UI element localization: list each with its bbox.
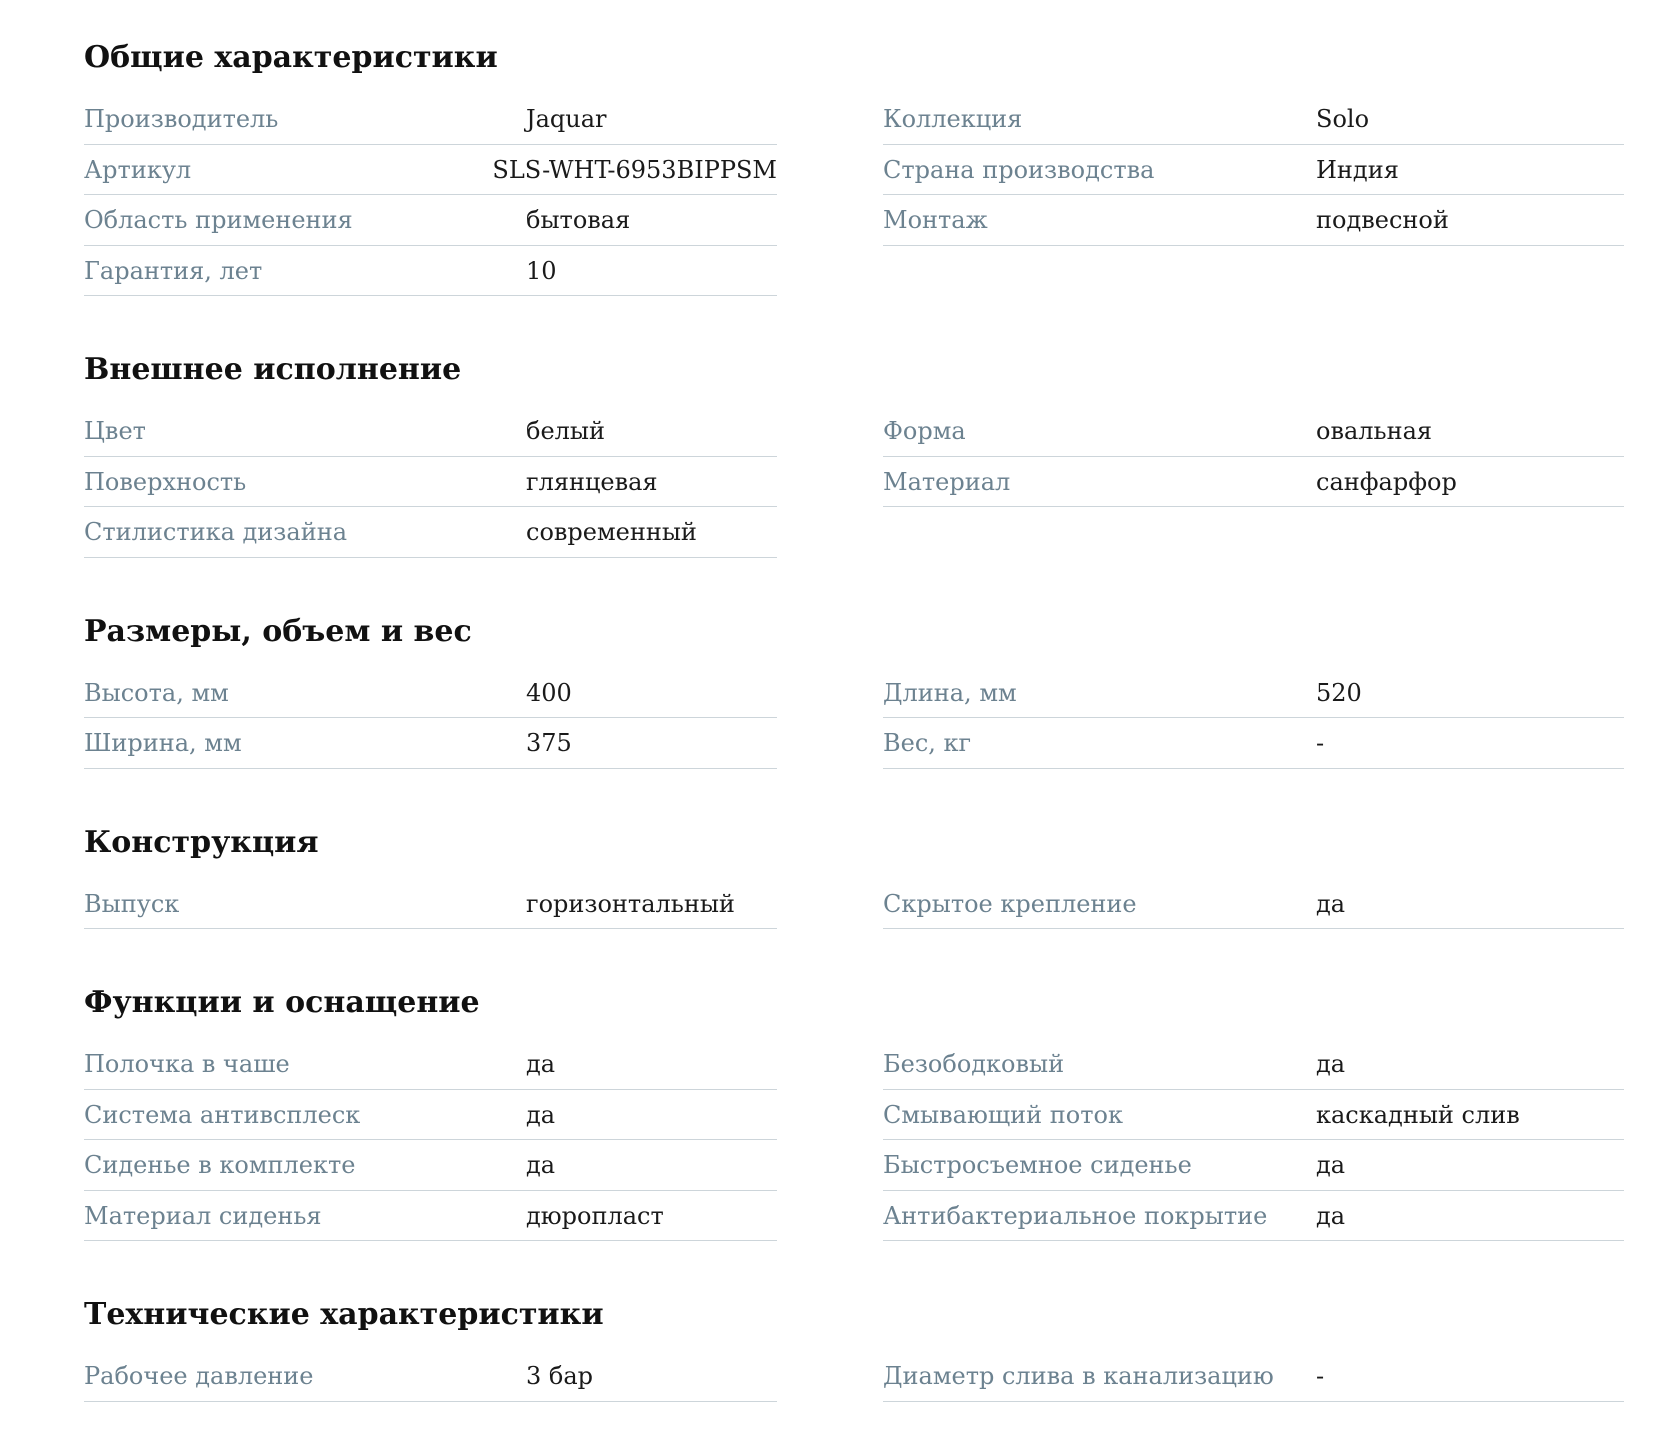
- spec-columns: [84, 668, 1624, 769]
- spec-label: Поверхность: [84, 467, 247, 496]
- spec-section: [84, 975, 1624, 1287]
- spec-row: [84, 1140, 777, 1191]
- spec-value: 10: [526, 256, 557, 285]
- spec-value: 375: [526, 729, 572, 758]
- spec-columns: [84, 879, 1624, 930]
- spec-row: [883, 195, 1624, 246]
- spec-column-right: [883, 406, 1624, 507]
- spec-row: [84, 457, 777, 508]
- spec-label: Коллекция: [883, 105, 1023, 134]
- spec-value: Jaquar: [526, 105, 607, 134]
- spec-row: [883, 1140, 1624, 1191]
- spec-label: Материал: [883, 467, 1011, 496]
- section-spacer: [84, 769, 1624, 815]
- spec-column-right: [883, 1351, 1624, 1402]
- spec-label: Безободковый: [883, 1050, 1065, 1079]
- spec-value: да: [1316, 1201, 1346, 1230]
- spec-row: [84, 1039, 777, 1090]
- spec-label: Область применения: [84, 206, 353, 235]
- section-title: Функции и оснащение: [84, 985, 480, 1020]
- specifications-panel: [84, 30, 1624, 1402]
- spec-value: современный: [526, 518, 697, 547]
- section-title: Размеры, объем и вес: [84, 613, 472, 649]
- spec-label: Выпуск: [84, 889, 180, 918]
- spec-value: -: [1316, 1362, 1325, 1391]
- spec-row: [84, 94, 777, 145]
- spec-row: [883, 1191, 1624, 1242]
- section-spacer: [84, 558, 1624, 604]
- spec-value: бытовая: [526, 206, 631, 235]
- spec-value: да: [526, 1151, 556, 1180]
- spec-columns: [84, 94, 1624, 296]
- spec-row: [883, 406, 1624, 457]
- spec-value: 3 бар: [526, 1362, 594, 1391]
- spec-section: [84, 342, 1624, 604]
- spec-value: да: [526, 1100, 556, 1129]
- spec-row: [883, 879, 1624, 930]
- spec-label: Артикул: [84, 155, 192, 184]
- spec-label: Быстросъемное сиденье: [883, 1151, 1192, 1180]
- spec-value: санфарфор: [1316, 467, 1457, 496]
- spec-value: 400: [526, 678, 572, 707]
- spec-label: Гарантия, лет: [84, 256, 263, 285]
- spec-row: [883, 145, 1624, 196]
- spec-column-left: [84, 1039, 777, 1241]
- spec-label: Антибактериальное покрытие: [883, 1201, 1268, 1230]
- spec-value: -: [1316, 729, 1325, 758]
- spec-column-left: [84, 668, 777, 769]
- spec-section: [84, 1287, 1624, 1402]
- spec-value: каскадный слив: [1316, 1100, 1520, 1129]
- spec-label: Рабочее давление: [84, 1362, 314, 1391]
- spec-label: Страна производства: [883, 155, 1155, 184]
- section-title: Внешнее исполнение: [84, 352, 462, 387]
- spec-row: [84, 145, 777, 196]
- spec-row: [84, 246, 777, 297]
- spec-label: Длина, мм: [883, 678, 1017, 707]
- spec-column-right: [883, 879, 1624, 930]
- spec-value: да: [1316, 1151, 1346, 1180]
- spec-column-left: [84, 406, 777, 558]
- spec-label: Скрытое крепление: [883, 889, 1137, 918]
- spec-columns: [84, 1351, 1624, 1402]
- section-title: Общие характеристики: [84, 40, 498, 75]
- spec-column-right: [883, 1039, 1624, 1241]
- spec-value: глянцевая: [526, 467, 658, 496]
- spec-label: Высота, мм: [84, 678, 229, 707]
- spec-label: Полочка в чаше: [84, 1050, 290, 1079]
- spec-label: Ширина, мм: [84, 729, 242, 758]
- spec-row: [883, 1351, 1624, 1402]
- section-title: Технические характеристики: [84, 1297, 604, 1332]
- spec-row: [84, 879, 777, 930]
- spec-value: да: [1316, 889, 1346, 918]
- spec-value: да: [1316, 1050, 1346, 1079]
- spec-row: [84, 195, 777, 246]
- spec-label: Цвет: [84, 417, 146, 446]
- spec-label: Вес, кг: [883, 729, 972, 758]
- spec-row: [883, 1039, 1624, 1090]
- spec-column-left: [84, 94, 777, 296]
- section-spacer: [84, 296, 1624, 342]
- spec-row: [84, 1351, 777, 1402]
- spec-label: Материал сиденья: [84, 1201, 322, 1230]
- spec-label: Смывающий поток: [883, 1100, 1123, 1129]
- spec-row: [883, 94, 1624, 145]
- spec-row: [883, 1090, 1624, 1141]
- spec-columns: [84, 1039, 1624, 1241]
- spec-label: Сиденье в комплекте: [84, 1151, 356, 1180]
- spec-label: Производитель: [84, 105, 279, 134]
- spec-column-left: [84, 879, 777, 930]
- spec-section: [84, 604, 1624, 815]
- spec-value: овальная: [1316, 417, 1433, 446]
- spec-section: [84, 815, 1624, 976]
- spec-label: Форма: [883, 417, 966, 446]
- spec-row: [84, 718, 777, 769]
- spec-columns: [84, 406, 1624, 558]
- spec-label: Стилистика дизайна: [84, 518, 348, 547]
- spec-label: Диаметр слива в канализацию: [883, 1362, 1274, 1391]
- spec-row: [883, 457, 1624, 508]
- spec-value: 520: [1316, 678, 1362, 707]
- spec-row: [84, 406, 777, 457]
- spec-column-right: [883, 94, 1624, 246]
- spec-row: [84, 1090, 777, 1141]
- section-title: Конструкция: [84, 824, 319, 860]
- spec-row: [84, 668, 777, 719]
- spec-value: белый: [526, 417, 605, 446]
- spec-row: [883, 718, 1624, 769]
- spec-label: Система антивсплеск: [84, 1100, 361, 1129]
- spec-row: [883, 668, 1624, 719]
- spec-value: подвесной: [1316, 206, 1449, 235]
- spec-value: Индия: [1316, 155, 1399, 184]
- spec-value: дюропласт: [526, 1201, 664, 1230]
- spec-column-left: [84, 1351, 777, 1402]
- spec-label: Монтаж: [883, 206, 988, 235]
- spec-value: да: [526, 1050, 556, 1079]
- section-spacer: [84, 1241, 1624, 1287]
- spec-value: SLS-WHT-6953BIPPSM: [492, 155, 777, 184]
- spec-value: горизонтальный: [526, 889, 735, 918]
- spec-row: [84, 507, 777, 558]
- spec-column-right: [883, 668, 1624, 769]
- spec-section: [84, 30, 1624, 342]
- section-spacer: [84, 929, 1624, 975]
- spec-value: Solo: [1316, 105, 1370, 134]
- spec-row: [84, 1191, 777, 1242]
